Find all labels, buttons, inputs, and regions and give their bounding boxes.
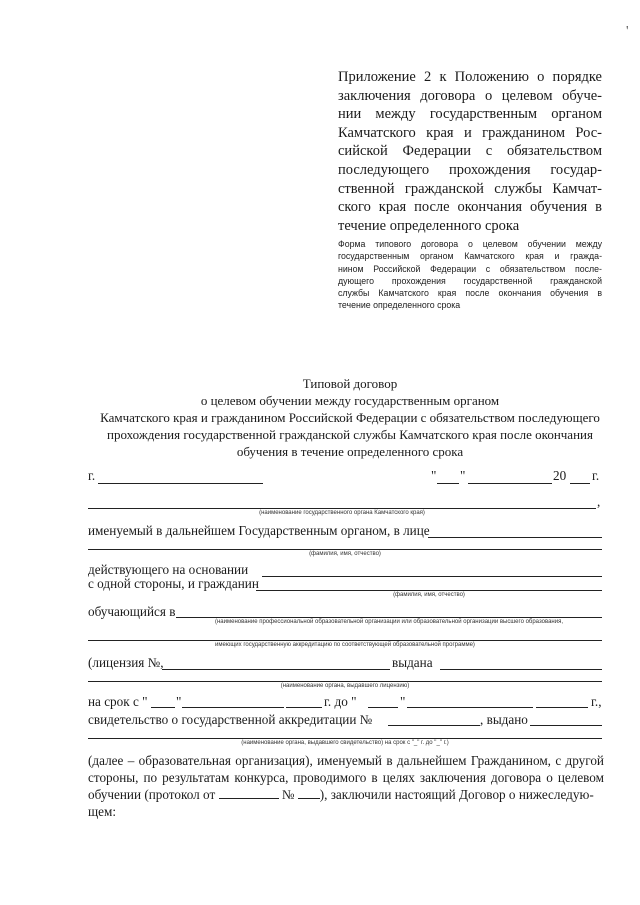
form-note-line: течение определенного срока [338, 300, 461, 311]
final-line: (далее – образовательная организация), именуемый в дальнейшем Гражданином, с другой [88, 753, 604, 768]
final-line: щем: [88, 804, 117, 819]
date-year-prefix: 20 [553, 468, 567, 483]
protocol-no-label: № [281, 787, 295, 802]
form-note-line: службы Камчатского края после окончания обучения в [338, 288, 602, 299]
appendix-line: течение определенного срока [338, 217, 520, 234]
appendix-line: заключения договора о целевом обуче- [338, 87, 602, 104]
term-from-day-field[interactable] [151, 707, 175, 708]
final-line: стороны, по результатам конкурса, проводимого в целях заключения договора о целевом [88, 770, 604, 785]
term-quote-2: " [400, 694, 406, 709]
appendix-line: ственной гражданской службы Камчат- [338, 180, 602, 197]
acting-basis-label: действующего на основании [88, 562, 249, 577]
license-issuer-field[interactable] [440, 669, 602, 670]
citizen-label: с одной стороны, и гражданин [88, 576, 259, 591]
date-month-field[interactable] [468, 483, 552, 484]
title-line: обучения в течение определенного срока [236, 444, 464, 459]
term-to-year-field[interactable] [536, 707, 588, 708]
form-note-line: государственным органом Камчатского края и гражда- [338, 251, 602, 262]
org-name-field[interactable] [88, 508, 596, 509]
certificate-issuer-field-2[interactable] [88, 738, 602, 739]
appendix-line: Камчатского края и гражданином Рос- [338, 124, 602, 141]
date-year-suffix: г. [592, 468, 600, 483]
date-quote-close: " [460, 468, 466, 483]
form-note-line: дующего прохождения государственной гражданской [338, 275, 602, 286]
title-line: Камчатского края и гражданином Российской Федерации с обязательством последующего [100, 410, 600, 425]
city-prefix: г. [88, 468, 96, 483]
title-line: о целевом обучении между государственным органом [200, 393, 500, 408]
appendix-line: сийской Федерации с обязательством [338, 143, 602, 160]
certificate-number-field[interactable] [388, 725, 480, 726]
license-issuer-field-2[interactable] [88, 681, 602, 682]
city-field[interactable] [98, 483, 263, 484]
form-note-line: нином Российской Федерации с обязательством после- [338, 263, 602, 274]
protocol-from-label: обучении (протокол от [88, 787, 216, 802]
term-to-day-field[interactable] [368, 707, 398, 708]
term-from-year-field[interactable] [286, 707, 322, 708]
license-label: (лицензия №, [88, 655, 164, 670]
institution-field-2[interactable] [88, 640, 602, 641]
license-issued-label: выдана [392, 655, 433, 670]
certificate-issued-label: , выдано [480, 712, 528, 727]
representative-fio-field[interactable] [88, 549, 602, 550]
appendix-line: последующего прохождения государ- [338, 161, 602, 178]
date-quote-open: " [431, 468, 437, 483]
certificate-label: свидетельство о государственной аккредитации № [88, 712, 373, 727]
org-comma: , [597, 494, 601, 509]
institution-field[interactable] [176, 617, 602, 618]
corner-mark: ' [626, 24, 629, 39]
fio-caption: (фамилия, имя, отчество) [309, 551, 381, 557]
org-name-caption: (наименование государственного органа Камчатского края) [259, 510, 425, 516]
license-number-field[interactable] [162, 669, 390, 670]
fio-caption-2: (фамилия, имя, отчество) [393, 592, 465, 598]
named-as-org-label: именуемый в дальнейшем Государственным органом, в лице [88, 523, 430, 538]
representative-field[interactable] [428, 537, 602, 538]
certificate-caption: (наименование органа, выдавшего свидетельство) на срок с "_" г. до "_" г.) [241, 740, 449, 746]
final-line-3 [88, 786, 604, 803]
title-line: прохождения государственной гражданской службы Камчатского края после окончания [107, 427, 593, 442]
institution-caption: (наименование профессиональной образовательной организации или образовательной организации высшего образования, [214, 619, 564, 625]
acting-basis-field[interactable] [262, 576, 602, 577]
term-quote: " [176, 694, 182, 709]
appendix-caption [338, 68, 602, 235]
appendix-line: нии между государственным органом [338, 106, 602, 123]
certificate-issuer-field[interactable] [530, 725, 602, 726]
form-note-line: Форма типового договора о целевом обучении между [338, 239, 602, 249]
term-to-label: г. до " [324, 694, 357, 709]
term-year-suffix: г., [591, 694, 602, 709]
term-to-month-field[interactable] [407, 707, 533, 708]
appendix-line: Приложение 2 к Положению о порядке [338, 69, 602, 85]
date-year-field[interactable] [570, 483, 590, 484]
form-note [338, 238, 602, 312]
document-title: Типовой договор [302, 376, 398, 391]
accreditation-caption: имеющих государственную аккредитацию по соответствующей образовательной программе) [215, 642, 475, 648]
citizen-fio-field[interactable] [256, 590, 602, 591]
final-paragraph [88, 752, 604, 820]
date-day-field[interactable] [437, 483, 459, 484]
issuer-caption: (наименование органа, выдавшего лицензию) [280, 683, 410, 689]
protocol-date-field[interactable] [219, 787, 279, 799]
appendix-line: ского края после окончания обучения в [338, 199, 602, 216]
term-from-month-field[interactable] [182, 707, 284, 708]
student-in-label: обучающийся в [88, 604, 176, 619]
term-from-label: на срок с " [88, 694, 148, 709]
protocol-end-text: ), заключили настоящий Договор о нижеследую- [319, 787, 594, 802]
protocol-number-field[interactable] [298, 787, 320, 799]
